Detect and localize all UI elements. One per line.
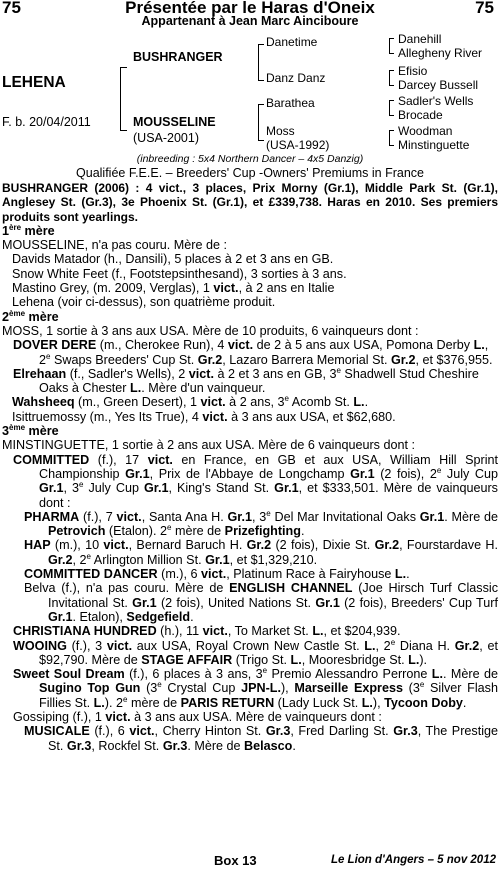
dam-1-intro: MOUSSELINE, n'a pas couru. Mère de : — [2, 238, 227, 253]
dam-3-produce-5a: MUSICALE (f.), 6 vict., Cherry Hinton St. Gr.3, Fred Darling St. Gr.3, The Prestige St. Gr.3, Rockfel St. Gr.3. Mère de Belasco. — [24, 724, 499, 753]
dam-name: MOUSSELINE — [133, 115, 216, 129]
grandsire-4-origin: (USA-1992) — [266, 138, 330, 152]
dam-3-produce-3: WOOING (f.), 3 vict. aux USA, Royal Crown New Castle St. L., 2e Diana H. Gr.2, et $92,790. Mère de STAGE AFFAIR (Trigo St. L., Mooresbridge St. L.). — [13, 637, 498, 667]
dam-2-produce-4: Isittruemossy (m., Yes Its True), 4 vict. à 3 ans aux USA, et $62,680. — [12, 409, 396, 424]
section-first-dam: 1ère mère — [2, 222, 55, 238]
section-second-dam: 2ème mère — [2, 308, 59, 324]
horse-name: LEHENA — [2, 74, 66, 91]
ggs-6: Brocade — [398, 108, 443, 122]
inbreeding-note: (inbreeding : 5x4 Northern Dancer – 4x5 Danzig) — [136, 153, 364, 165]
ggs-8: Minstinguette — [398, 138, 470, 152]
ggs-5: Sadler's Wells — [398, 94, 474, 108]
dam-3-intro: MINSTINGUETTE, 1 sortie à 2 ans aux USA. Mère de 6 vainqueurs dont : — [2, 438, 415, 453]
sire-summary: BUSHRANGER (2006) : 4 vict., 3 places, Prix Morny (Gr.1), Middle Park St. (Gr.1), Anglesey St. (Gr.3), 3e Phoenix St. (Gr.1), et £339,738. Haras en 2010. Ses premiers produits sont yearlings. — [2, 181, 498, 224]
box-number: Box 13 — [214, 853, 257, 868]
dam-parents-bracket — [258, 104, 264, 141]
sire-name: BUSHRANGER — [133, 50, 223, 64]
dam-1-produce-1: Davids Matador (h., Dansili), 5 places à 2 et 3 ans en GB. — [12, 252, 334, 267]
grandsire-4: Moss — [266, 124, 295, 138]
lot-number-right: 75 — [475, 0, 494, 17]
ggs-bracket-3 — [389, 100, 394, 116]
dam-2-produce-1: DOVER DERE (m., Cherokee Run), 4 vict. de 2 à 5 ans aux USA, Pomona Derby L., 2e Swaps Breeders' Cup St. Gr.2, Lazaro Barrera Memorial St. Gr.2, et $376,955. — [13, 338, 493, 367]
dam-1-produce-2: Snow White Feet (f., Footstepsinthesand), 3 sorties à 3 ans. — [12, 266, 347, 281]
grandsire-2: Danz Danz — [266, 71, 326, 85]
dam-origin: (USA-2001) — [133, 131, 199, 145]
ggs-4: Darcey Bussell — [398, 78, 479, 92]
grandsire-1: Danetime — [266, 35, 318, 49]
footer — [0, 853, 500, 871]
ggs-bracket-2 — [389, 70, 394, 86]
dam-3-produce-1b: HAP (m.), 10 vict., Bernard Baruch H. Gr.2 (2 fois), Dixie St. Gr.2, Fourstardave H. Gr.2, 2e Arlington Million St. Gr.1, et $1,329,210. — [24, 538, 498, 567]
ggs-2: Allegheny River — [398, 46, 483, 60]
dam-3-produce-5: Gossiping (f.), 1 vict. à 3 ans aux USA. Mère de vainqueurs dont : — [13, 709, 382, 724]
dam-1-produce-4: Lehena (voir ci-dessus), son quatrième produit. — [12, 295, 276, 310]
sire-parents-bracket — [258, 44, 264, 81]
dam-3-produce-1a: PHARMA (f.), 7 vict., Santa Ana H. Gr.1, 3e Del Mar Invitational Oaks Gr.1. Mère de Petrovich (Etalon). 2e mère de Prizefighting. — [24, 508, 499, 539]
dam-2-produce-3: Wahsheeq (m., Green Desert), 1 vict. à 2 ans, 3e Acomb St. L.. — [12, 394, 369, 410]
grandsire-3: Barathea — [266, 96, 315, 110]
dam-3-produce-1c: COMMITTED DANCER (m.), 6 vict., Platinum Race à Fairyhouse L.. — [24, 567, 410, 582]
dam-3-produce-1d: Belva (f.), n'a pas couru. Mère de ENGLISH CHANNEL (Joe Hirsch Turf Classic Invitational St. Gr.1 (2 fois), United Nations St. Gr.1 (2 fois), Breeders' Cup Turf Gr.1. Etalon), Sedgefield. — [24, 581, 498, 624]
sale-location-date: Le Lion d'Angers – 5 nov 2012 — [330, 854, 496, 866]
ggs-3: Efisio — [398, 64, 428, 78]
ggs-1: Danehill — [398, 32, 442, 46]
horse-info: F. b. 20/04/2011 — [2, 115, 91, 129]
page-title: Présentée par le Haras d'Oneix — [125, 0, 375, 17]
dam-2-produce-2: Elrehaan (f., Sadler's Wells), 2 vict. à 2 et 3 ans en GB, 3e Shadwell Stud Cheshire Oaks à Chester L.. Mère d'un vainqueur. — [13, 365, 479, 396]
section-third-dam: 3ème mère — [2, 422, 59, 439]
qualification-line: Qualifiée F.E.E. – Breeders' Cup -Owners' Premiums in France — [76, 166, 424, 180]
ggs-bracket-1 — [389, 38, 394, 54]
ggs-7: Woodman — [398, 124, 453, 138]
dam-2-intro: MOSS, 1 sortie à 3 ans aux USA. Mère de 10 produits, 6 vainqueurs dont : — [2, 323, 419, 338]
dam-1-produce-3: Mastino Grey, (m. 2009, Verglas), 1 vict., à 2 ans en Italie — [12, 281, 335, 296]
ggs-bracket-4 — [389, 130, 394, 146]
dam-3-produce-1: COMMITTED (f.), 17 vict. en France, en GB et aux USA, William Hill Sprint Championship Gr.1, Prix de l'Abbaye de Longchamp Gr.1 (2 fois), 2e July Cup Gr.1, 3e July Cup Gr.1, King's Stand St. Gr.1, et $333,501. Mère de vainqueurs dont : — [13, 452, 499, 510]
dam-3-produce-4: Sweet Soul Dream (f.), 6 places à 3 ans, 3e Premio Alessandro Perrone L.. Mère de Sugino Top Gun (3e Crystal Cup JPN-L.), Marseille Express (3e Silver Flash Fillies St. L.). 2e mère de PARIS RETURN (Lady Luck St. L.), Tycoon Doby. — [13, 665, 498, 710]
lot-number-left: 75 — [2, 0, 21, 17]
catalogue-body — [2, 181, 498, 753]
owner-line: Appartenant à Jean Marc Ainciboure — [141, 14, 359, 28]
dam-3-produce-2: CHRISTIANA HUNDRED (h.), 11 vict., To Market St. L., et $204,939. — [13, 624, 401, 639]
sire-dam-bracket — [120, 67, 127, 131]
